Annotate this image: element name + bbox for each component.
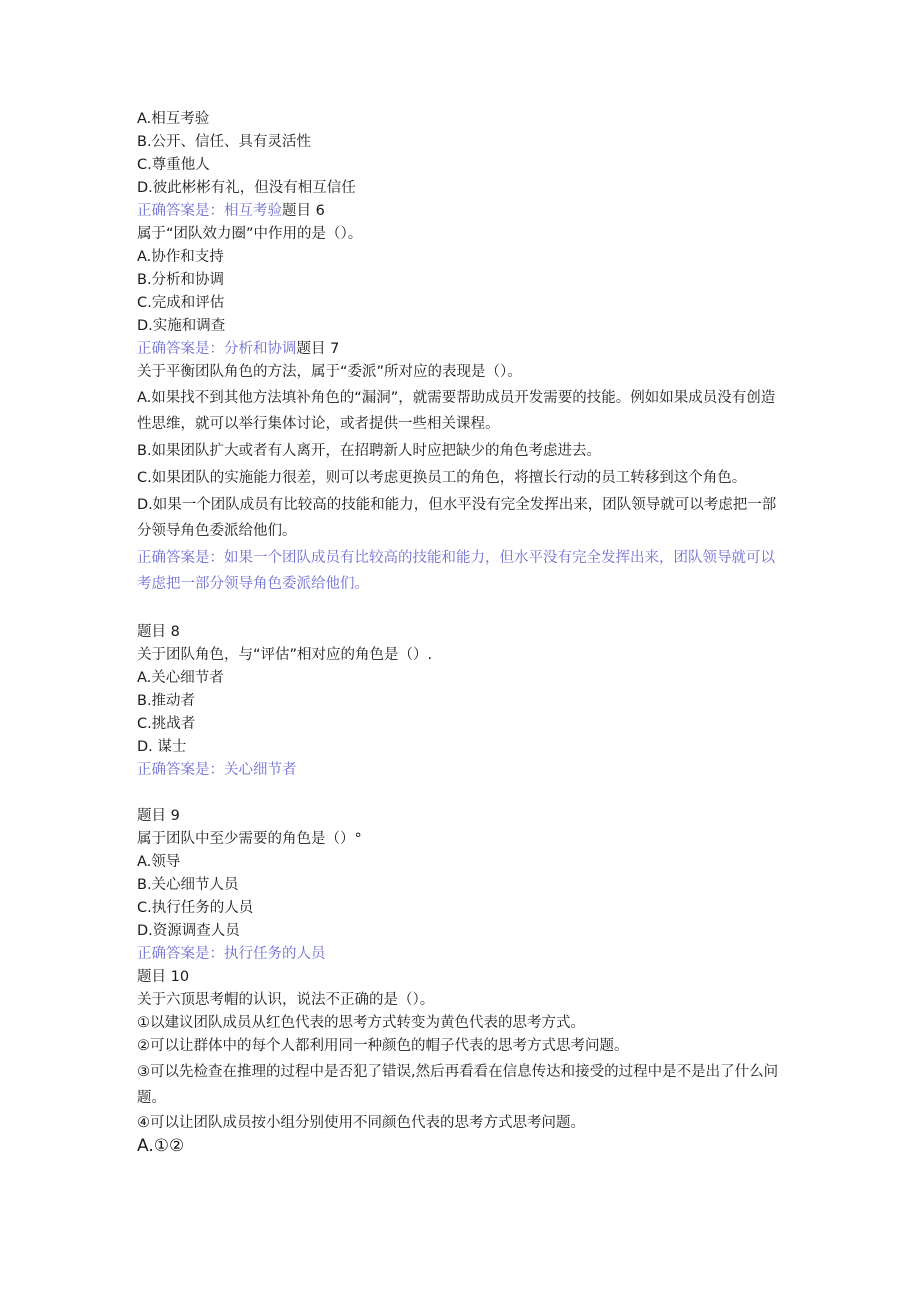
q6-answer-line [137, 338, 787, 361]
q5-option-a: A.相互考验 [137, 111, 210, 127]
q10-stem: 关于六顶思考帽的认识，说法不正确的是（）。 [137, 992, 435, 1008]
q8-title: 题目 8 [137, 624, 180, 640]
q9-title: 题目 9 [137, 808, 180, 824]
q8-answer: 正确答案是：关心细节者 [137, 762, 297, 778]
q5-answer: 正确答案是：相互考验 [137, 203, 282, 219]
q10-statement-4: ④可以让团队成员按小组分别使用不同颜色代表的思考方式思考问题。 [137, 1115, 585, 1131]
q9-answer: 正确答案是：执行任务的人员 [137, 946, 326, 962]
q10-statement-2: ②可以让群体中的每个人都利用同一种颜色的帽子代表的思考方式思考问题。 [137, 1038, 629, 1054]
q6-option-b: B.分析和协调 [137, 272, 225, 288]
q7-answer: 正确答案是：如果一个团队成员有比较高的技能和能力，但水平没有完全发挥出来，团队领导就可以考虑把一部分领导角色委派给他们。 [137, 550, 775, 592]
q7-option-d: D.如果一个团队成员有比较高的技能和能力，但水平没有完全发挥出来，团队领导就可以考虑把一部分领导角色委派给他们。 [137, 497, 777, 539]
q7-title: 题目 7 [296, 341, 340, 357]
q6-option-d: D.实施和调查 [137, 318, 226, 334]
q7-option-c: C.如果团队的实施能力很差，则可以考虑更换员工的角色，将擅长行动的员工转移到这个角色。 [137, 470, 747, 486]
q10-title: 题目 10 [137, 969, 190, 985]
q7-option-b: B.如果团队扩大或者有人离开，在招聘新人时应把缺少的角色考虑进去。 [137, 443, 602, 459]
q8-option-d: D. 谋士 [137, 739, 187, 755]
q8-option-a: A.关心细节者 [137, 670, 224, 686]
q9-option-d: D.资源调查人员 [137, 923, 240, 939]
q5-option-c: C.尊重他人 [137, 157, 210, 173]
q8-stem: 关于团队角色，与“评估”相对应的角色是（）. [137, 647, 433, 663]
q10-option-a: A.①② [137, 1136, 185, 1156]
q9-option-c: C.执行任务的人员 [137, 900, 254, 916]
q5-option-d: D.彼此彬彬有礼，但没有相互信任 [137, 180, 356, 196]
q8-option-b: B.推动者 [137, 693, 196, 709]
q7-option-a: A.如果找不到其他方法填补角色的“漏洞”，就需要帮助成员开发需要的技能。例如如果成员没有创造性思维，就可以举行集体讨论，或者提供一些相关课程。 [137, 390, 776, 432]
q8-option-c: C.挑战者 [137, 716, 196, 732]
q5-option-b: B.公开、信任、具有灵活性 [137, 134, 312, 150]
q5-answer-line [137, 200, 787, 223]
q9-stem: 属于团队中至少需要的角色是（）° [137, 831, 362, 847]
q6-option-a: A.协作和支持 [137, 249, 224, 265]
q6-answer: 正确答案是：分析和协调 [137, 341, 297, 357]
q9-option-b: B.关心细节人员 [137, 877, 239, 893]
q6-stem: 属于“团队效力圈”中作用的是（）。 [137, 226, 363, 242]
q9-option-a: A.领导 [137, 854, 181, 870]
document-page [137, 108, 787, 1158]
spacer [137, 782, 787, 805]
q10-statement-1: ①以建议团队成员从红色代表的思考方式转变为黄色代表的思考方式。 [137, 1015, 585, 1031]
spacer [137, 598, 787, 621]
q6-option-c: C.完成和评估 [137, 295, 225, 311]
q6-title: 题目 6 [282, 203, 325, 219]
q7-stem: 关于平衡团队角色的方法，属于“委派”所对应的表现是（）。 [137, 364, 522, 380]
q10-statement-3: ③可以先检查在推理的过程中是否犯了错误,然后再看看在信息传达和接受的过程中是不是出了什么问题。 [137, 1064, 779, 1106]
